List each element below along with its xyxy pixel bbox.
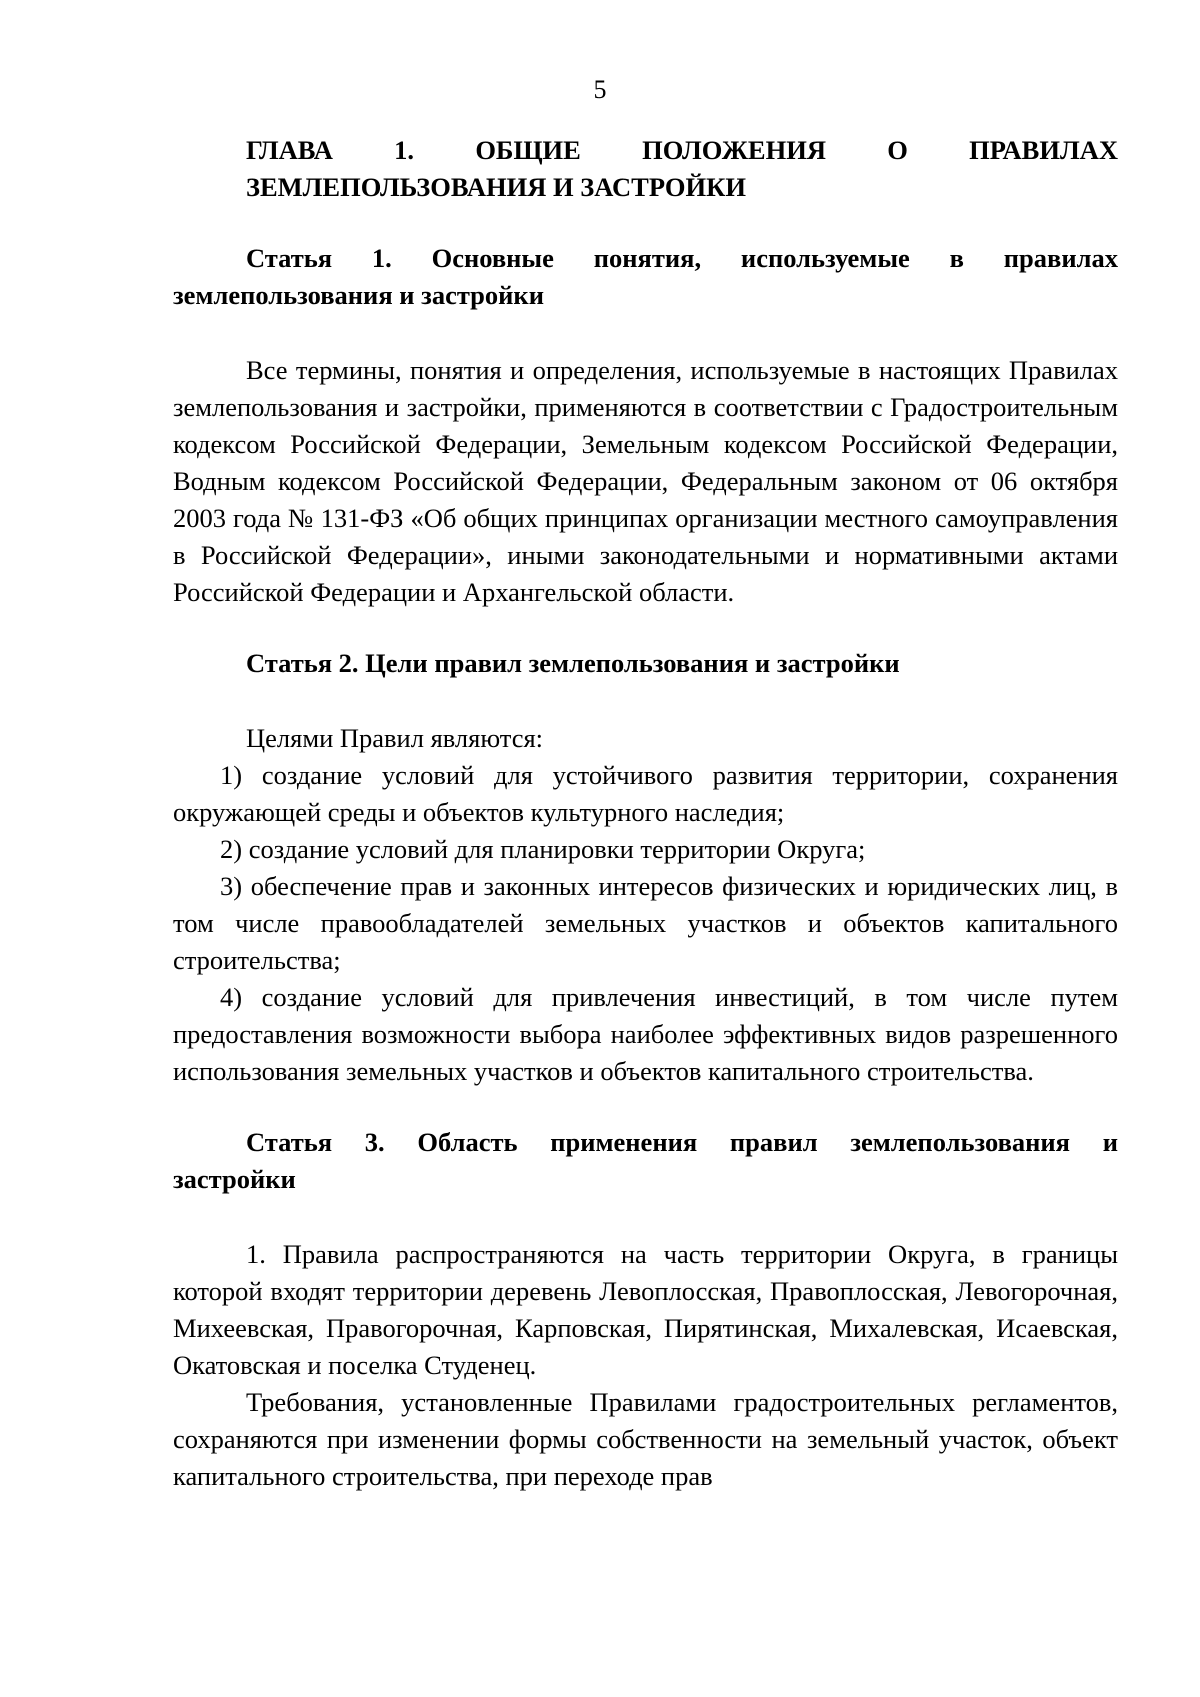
article3-paragraph2: Требования, установленные Правилами градостроительных регламентов, сохраняются при изменении формы собственности на земельный участок, объект капитального строительства, при переходе прав — [173, 1387, 1118, 1491]
list-item-text: создание условий для привлечения инвестиций, в том числе путем предоставления возможности выбора наиболее эффективных видов разрешенного использования земельных участков и объектов капитального строительства. — [173, 982, 1118, 1086]
list-item — [173, 757, 1118, 831]
article2-intro: Целями Правил являются: — [246, 723, 544, 753]
list-item-text: создание условий для устойчивого развития территории, сохранения окружающей среды и объектов культурного наследия; — [173, 760, 1118, 827]
article1-paragraph: Все термины, понятия и определения, используемые в настоящих Правилах землепользования и застройки, применяются в соответствии с Градостроительным кодексом Российской Федерации, Земельным кодексом Российской Федерации, Водным кодексом Российской Федерации, Федеральным законом от 06 октября 2003 года № 131-ФЗ «Об общих принципах организации местного самоуправления в Российской Федерации», иными законодательными и нормативными актами Российской Федерации и Архангельской области. — [173, 355, 1118, 607]
list-item-text: обеспечение прав и законных интересов физических и юридических лиц, в том числе правообладателей земельных участков и объектов капитального строительства; — [173, 871, 1118, 975]
article3-paragraph1: 1. Правила распространяются на часть территории Округа, в границы которой входят территории деревень Левоплосская, Правоплосская, Левогорочная, Михеевская, Правогорочная, Карповская, Пирятинская, Михалевская, Исаевская, Окатовская и поселка Студенец. — [173, 1239, 1118, 1380]
list-item-number: 3) — [220, 871, 243, 901]
article3-title — [173, 1124, 1118, 1198]
list-item — [173, 831, 1118, 868]
list-item — [173, 979, 1118, 1090]
article1-title-line2: землепользования и застройки — [173, 280, 544, 310]
list-item-text: создание условий для планировки территории Округа; — [248, 834, 866, 864]
document-body — [173, 132, 1118, 1495]
list-item-number: 4) — [220, 982, 243, 1012]
list-item — [173, 868, 1118, 979]
article1-title — [173, 240, 1118, 314]
list-item-number: 2) — [220, 834, 243, 864]
list-item-number: 1) — [220, 760, 243, 790]
page-number: 5 — [593, 75, 607, 104]
article2-title: Статья 2. Цели правил землепользования и застройки — [246, 648, 900, 678]
article3-title-line2: застройки — [173, 1164, 296, 1194]
article3-title-line1: Статья 3. Область применения правил землепользования и — [246, 1127, 1118, 1157]
chapter-heading-line1: ГЛАВА 1. ОБЩИЕ ПОЛОЖЕНИЯ О ПРАВИЛАХ — [246, 135, 1118, 165]
chapter-heading-line2: ЗЕМЛЕПОЛЬЗОВАНИЯ И ЗАСТРОЙКИ — [246, 172, 746, 202]
article1-title-line1: Статья 1. Основные понятия, используемые в правилах — [246, 243, 1118, 273]
chapter-heading — [173, 132, 1118, 206]
